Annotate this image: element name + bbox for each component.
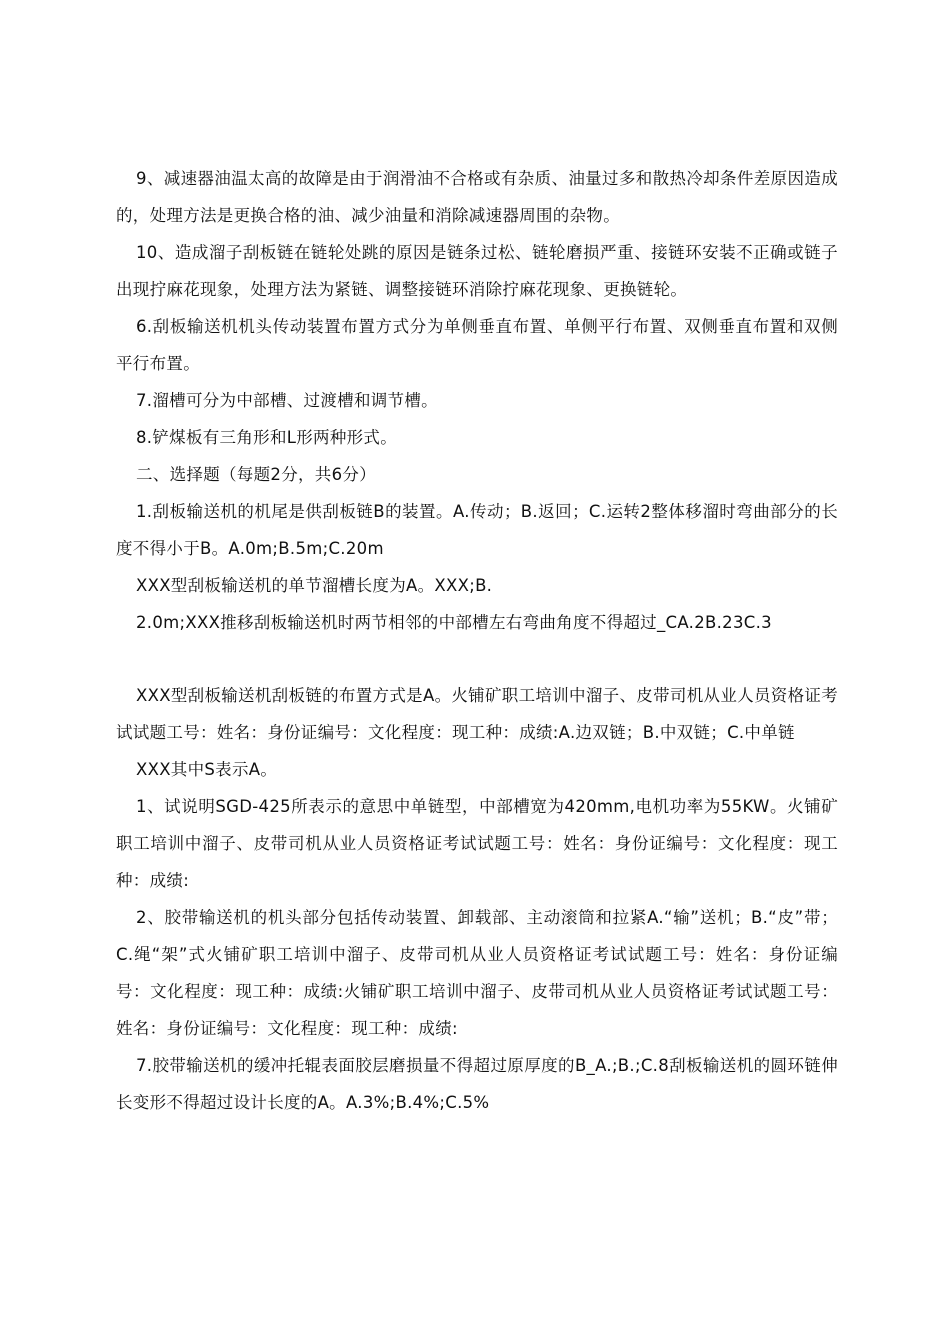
paragraph-sgd-425: 1、试说明SGD-425所表示的意思中单链型，中部槽宽为420mm,电机功率为55KW。火铺矿职工培训中溜子、皮带司机从业人员资格证考试试题工号：姓名：身份证编号：文化程度：现工种：成绩: [116, 797, 838, 890]
paragraph-chain-jump: 10、造成溜子刮板链在链轮处跳的原因是链条过松、链轮磨损严重、接链环安装不正确或链子出现拧麻花现象，处理方法为紧链、调整接链环消除拧麻花现象、更换链轮。 [116, 243, 838, 299]
section-heading-multiple-choice: 二、选择题（每题2分，共6分） [136, 465, 376, 484]
paragraph-question-1: 1.刮板输送机的机尾是供刮板链B的装置。A.传动；B.返回；C.运转2整体移溜时弯曲部分的长度不得小于B。A.0m;B.5m;C.20m [116, 502, 838, 558]
paragraph-reducer-oil-temp: 9、减速器油温太高的故障是由于润滑油不合格或有杂质、油量过多和散热冷却条件差原因造成的，处理方法是更换合格的油、减少油量和消除减速器周围的杂物。 [116, 169, 838, 225]
paragraph-trough-length: XXX型刮板输送机的单节溜槽长度为A。XXX;B. [136, 576, 493, 595]
paragraph-drive-layout: 6.刮板输送机机头传动装置布置方式分为单侧垂直布置、单侧平行布置、双侧垂直布置和双侧平行布置。 [116, 317, 838, 373]
paragraph-shovel-plate: 8.铲煤板有三角形和L形两种形式。 [136, 428, 398, 447]
paragraph-gap [116, 641, 838, 677]
paragraph-chain-arrangement: XXX型刮板输送机刮板链的布置方式是A。火铺矿职工培训中溜子、皮带司机从业人员资格证考试试题工号：姓名：身份证编号：文化程度：现工种：成绩:A.边双链；B.中双链；C.中单链 [116, 686, 838, 742]
paragraph-s-meaning: XXX其中S表示A。 [136, 760, 278, 779]
document-body [116, 160, 838, 1121]
paragraph-trough-types: 7.溜槽可分为中部槽、过渡槽和调节槽。 [136, 391, 438, 410]
paragraph-buffer-roller: 7.胶带输送机的缓冲托辊表面胶层磨损量不得超过原厚度的B_A.;B.;C.8刮板输送机的圆环链伸长变形不得超过设计长度的A。A.3%;B.4%;C.5% [116, 1056, 838, 1112]
paragraph-bend-angle: 2.0m;XXX推移刮板输送机时两节相邻的中部槽左右弯曲角度不得超过_CA.2B.23C.3 [136, 613, 772, 632]
paragraph-belt-head: 2、胶带输送机的机头部分包括传动装置、卸载部、主动滚筒和拉紧A.“输”送机；B.“皮”带；C.绳“架”式火铺矿职工培训中溜子、皮带司机从业人员资格证考试试题工号：姓名：身份证编号：文化程度：现工种：成绩:火铺矿职工培训中溜子、皮带司机从业人员资格证考试试题工号：姓名：身份证编号：文化程度：现工种：成绩: [116, 908, 838, 1038]
